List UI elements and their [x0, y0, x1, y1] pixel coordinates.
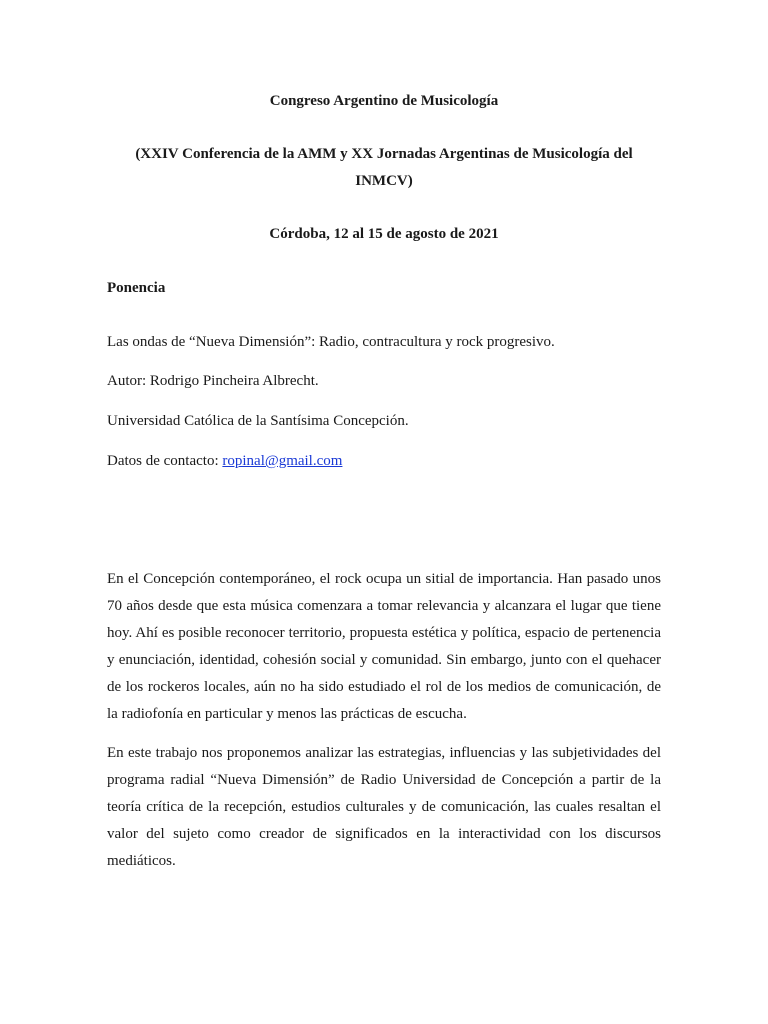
body-paragraph-2: En este trabajo nos proponemos analizar las estrategias, influencias y las subjetividades del programa radial “Nueva Dimensión” de Radio Universidad de Concepción a partir de la teoría crítica de la recepción, estudios culturales y de comunicación, las cuales resaltan el valor del sujeto como creador de significados en la interactividad con los discursos mediáticos. — [107, 745, 661, 869]
conference-place-date: Córdoba, 12 al 15 de agosto de 2021 — [269, 226, 499, 242]
body-paragraph-1: En el Concepción contemporáneo, el rock ocupa un sitial de importancia. Han pasado unos 70 años desde que esta música comenzara a tomar relevancia y alcanzara el lugar que tiene hoy. Ahí es posible reconocer territorio, propuesta estética y política, espacio de pertenencia y enunciación, identidad, cohesión social y comunidad. Sin embargo, junto con el quehacer de los rockeros locales, aún no ha sido estudiado el rol de los medios de comunicación, de la radiofonía en particular y menos las prácticas de escucha. — [107, 571, 661, 722]
contact-email-link[interactable]: ropinal@gmail.com — [222, 453, 343, 469]
conference-title: Congreso Argentino de Musicología — [269, 93, 499, 109]
contact-line — [107, 451, 342, 471]
paper-title: Las ondas de “Nueva Dimensión”: Radio, contracultura y rock progresivo. — [107, 334, 555, 350]
section-heading: Ponencia — [107, 280, 166, 296]
contact-label: Datos de contacto: — [107, 453, 223, 469]
paper-author: Autor: Rodrigo Pincheira Albrecht. — [107, 373, 319, 389]
conference-subtitle: (XXIV Conferencia de la AMM y XX Jornadas Argentinas de Musicología del INMCV) — [135, 146, 633, 189]
paper-affiliation: Universidad Católica de la Santísima Concepción. — [107, 413, 409, 429]
